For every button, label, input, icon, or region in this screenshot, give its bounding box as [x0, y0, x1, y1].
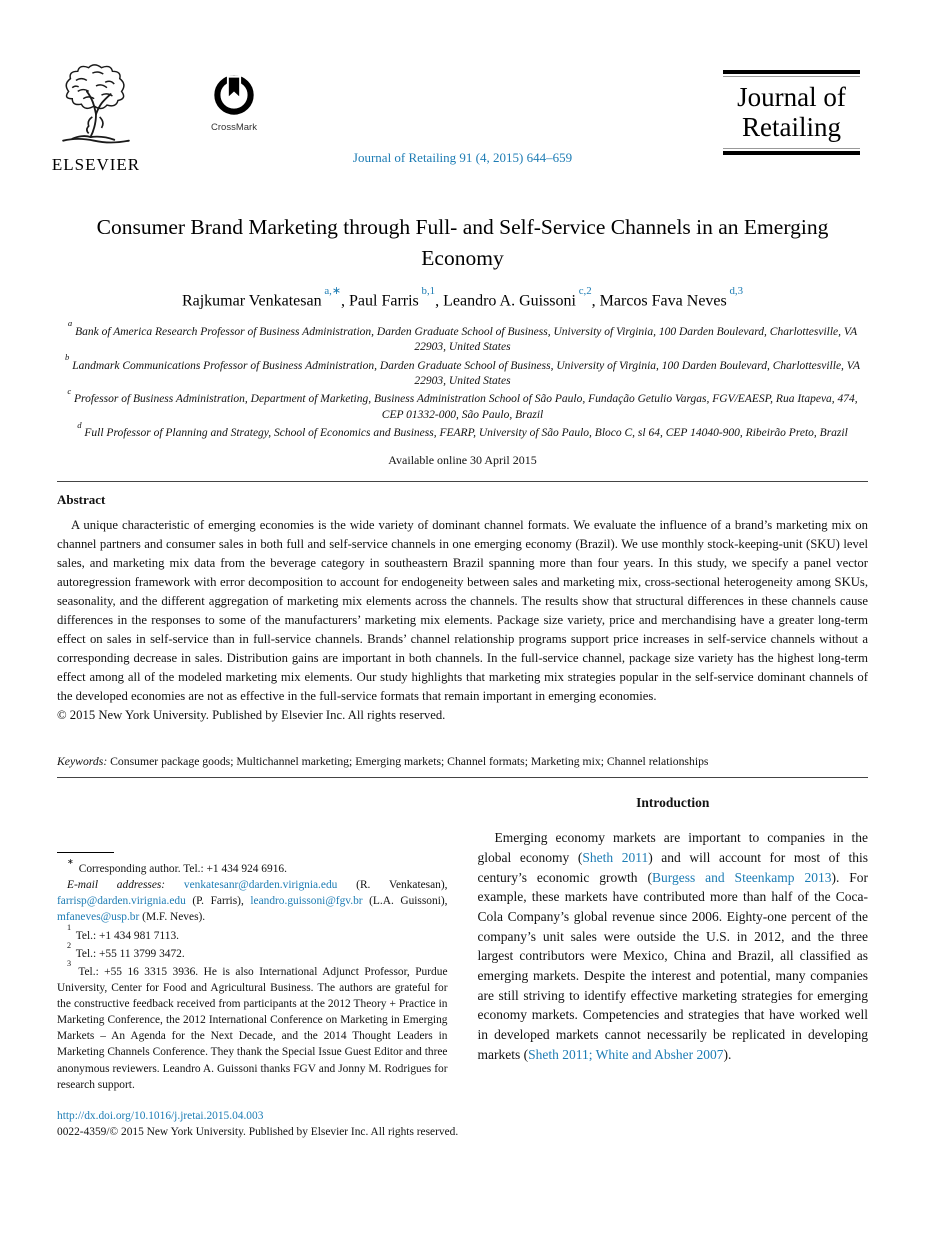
crossmark-icon: [213, 103, 255, 120]
footnote-note: $^3$ Tel.: +55 16 3315 3936. He is also International Adjunct Professor, Purdue University, Center for Food and Agricultural Business. The authors are grateful for the constructive feedback received from participants at the 2012 Theory + Practice in Marketing Conference, the 2012 International Conference on Marketing in Emerging Markets – An Agenda for the Next Decade, and the 2014 Thought Leaders in Marketing Channels Conference. They thank the Special Issue Guest Editor and three anonymous reviewers. Leandro A. Guissoni thanks FGV and Jonny M. Rodrigues for research support.: [57, 959, 448, 1091]
author-affiliation-sup[interactable]: c,2: [575, 285, 592, 298]
author-affiliation-sup[interactable]: b,1: [418, 285, 436, 298]
footnote-note: $^2$ Tel.: +55 11 3799 3472.: [67, 941, 185, 960]
page-header: [0, 0, 925, 212]
introduction-heading: Introduction: [636, 795, 710, 811]
affiliation-entry: $^d$ Full Professor of Planning and Strategy, School of Economics and Business, FEARP, University of São Paulo, Bloco C, sl 64, CEP 14040-900, Ribeirão Preto, Brazil: [77, 419, 848, 440]
author-name: Leandro A. Guissoni: [443, 292, 576, 310]
logo-rule-bottom-thin: [723, 148, 860, 149]
article-title: Consumer Brand Marketing through Full- and Self-Service Channels in an Emerging Economy: [96, 215, 829, 271]
footnote-numbered-notes: [57, 923, 448, 1093]
footnote-corresponding-author: ∗ Corresponding author. Tel.: +1 434 924 6916.: [67, 856, 287, 875]
logo-rule-bottom-thick: [723, 151, 860, 155]
email-link[interactable]: venkatesanr@darden.virignia.edu: [183, 879, 338, 892]
divider-above-abstract: [57, 481, 868, 482]
abstract-heading: Abstract: [57, 491, 106, 507]
logo-rule-top-thick: [723, 70, 860, 74]
abstract-text: A unique characteristic of emerging economies is the wide variety of dominant channel formats. We evaluate the influence of a brand’s marketing mix on channel partners and consumer sales in both full and self-service channels in one emerging economy (Brazil). We use monthly stock-keeping-unit (SKU) level sales, and marketing mix data from the beverage category in southeastern Brazil spanning more than four years. In this study, we specify a panel vector autoregression framework with error decomposition to account for endogeneity between sales and marketing mix, cross-sectional heterogeneity among SKUs, seasonality, and the different aggregation of marketing mix elements across the channels. The results show that structural differences in these channels cause differences in the responses to some of the manufacturers’ marketing mix elements. Package size variety, price and merchandising have a greater long-term effect on sales in self-service than in full-service channels. Brands’ channel relationship programs support price increases in self-service channels without a corresponding decrease in sales. Distribution gains are important in both channels. In the full-service channel, package size variety has the highest long-term effect among all of the modeled marketing mix elements. Our study highlights that marketing mix strategies popular in the self-service dominant channels of the developed economies are not as effective in the full-service formats that remain important in emerging economies.: [57, 517, 868, 704]
author-name: Marcos Fava Neves: [599, 292, 727, 310]
journal-logo-text: Journal of Retailing: [737, 82, 846, 143]
author-affiliation-sup[interactable]: d,3: [726, 285, 744, 298]
citation-link[interactable]: Sheth 2011: [582, 849, 649, 865]
citation-link[interactable]: Sheth 2011; White and Absher 2007: [528, 1046, 724, 1062]
author-name: Paul Farris: [349, 292, 419, 310]
available-online-date: Available online 30 April 2015: [388, 452, 537, 467]
crossmark-label: CrossMark: [211, 122, 257, 133]
two-column-section: [57, 790, 868, 1093]
abstract-copyright: © 2015 New York University. Published by Elsevier Inc. All rights reserved.: [57, 708, 446, 723]
issn-copyright-line: 0022-4359/© 2015 New York University. Published by Elsevier Inc. All rights reserved.: [57, 1125, 459, 1138]
introduction-column: [478, 790, 869, 1093]
affiliation-entry: $^c$ Professor of Business Administration, Department of Marketing, Business Administration School of São Paulo, Fundação Getulio Vargas, FGV/EAESP, Rua Itapeva, 474, CEP 01332-000, São Paulo, Brazil: [67, 385, 858, 421]
email-link[interactable]: farrisp@darden.virignia.edu: [57, 895, 186, 908]
footnote-rule: [57, 852, 114, 853]
page-footer: [57, 1109, 868, 1141]
affiliation-entry: $^b$ Landmark Communications Professor of Business Administration, Darden Graduate School of Business, University of Virginia, 100 Darden Boulevard, Charlottesville, VA 22903, United States: [65, 352, 860, 387]
elsevier-wordmark: ELSEVIER: [51, 155, 141, 174]
citation-link[interactable]: Burgess and Steenkamp 2013: [651, 869, 832, 885]
footnote-email-addresses: E-mail addresses: venkatesanr@darden.virignia.edu (R. Venkatesan), farrisp@darden.virignia.edu (P. Farris), leandro.guissoni@fgv.br (L.A. Guissoni), mfaneves@usp.br (M.F. Neves).: [57, 879, 448, 924]
keywords-line: [57, 755, 868, 768]
author-line: Rajkumar Venkatesan $^{a,∗}$, Paul Farris $^{b,1}$, Leandro A. Guissoni $^{c,2}$, Marcos Fava Neves $^{d,3}$: [181, 285, 744, 310]
introduction-paragraph: Emerging economy markets are important to companies in the global economy (Sheth 2011) and will account for most of this century’s economic growth (Burgess and Steenkamp 2013). For example, these markets have contributed more than half of the Coca-Cola Company’s global revenue since 2006. Eighty-one percent of the company’s unit sales were outside the U.S. in 2012, and the three largest contributors were Mexico, China and Brazil, all classified as emerging markets. Despite the interest and potential, many companies are still striving to identify effective marketing strategies for emerging economy markets. Competencies and strategies that have worked well in developed markets cannot necessarily be replicated in developing markets (Sheth 2011; White and Absher 2007).: [477, 830, 869, 1062]
crossmark-badge[interactable]: [208, 74, 260, 133]
doi-link[interactable]: http://dx.doi.org/10.1016/j.jretai.2015.04.003: [57, 1109, 264, 1122]
journal-of-retailing-logo: [723, 70, 860, 155]
keywords-text: Consumer package goods; Multichannel marketing; Emerging markets; Channel formats; Marketing mix; Channel relationships: [107, 755, 709, 769]
footnote-note: $^1$ Tel.: +1 434 981 7113.: [67, 923, 180, 942]
author-affiliation-sup[interactable]: a,∗: [321, 285, 341, 298]
keywords-label: Keywords:: [57, 755, 108, 769]
footnotes-column: [57, 790, 448, 1093]
journal-citation-link[interactable]: Journal of Retailing 91 (4, 2015) 644–659: [352, 150, 573, 165]
article-body: [57, 212, 868, 1141]
affiliations-block: [57, 318, 868, 442]
divider-below-keywords: [57, 777, 868, 778]
email-link[interactable]: leandro.guissoni@fgv.br: [250, 895, 363, 908]
affiliation-entry: $^a$ Bank of America Research Professor of Business Administration, Darden Graduate School of Business, University of Virginia, 100 Darden Boulevard, Charlottesville, VA 22903, United States: [67, 318, 858, 354]
author-name: Rajkumar Venkatesan: [181, 292, 322, 310]
email-link[interactable]: mfaneves@usp.br: [57, 911, 140, 924]
